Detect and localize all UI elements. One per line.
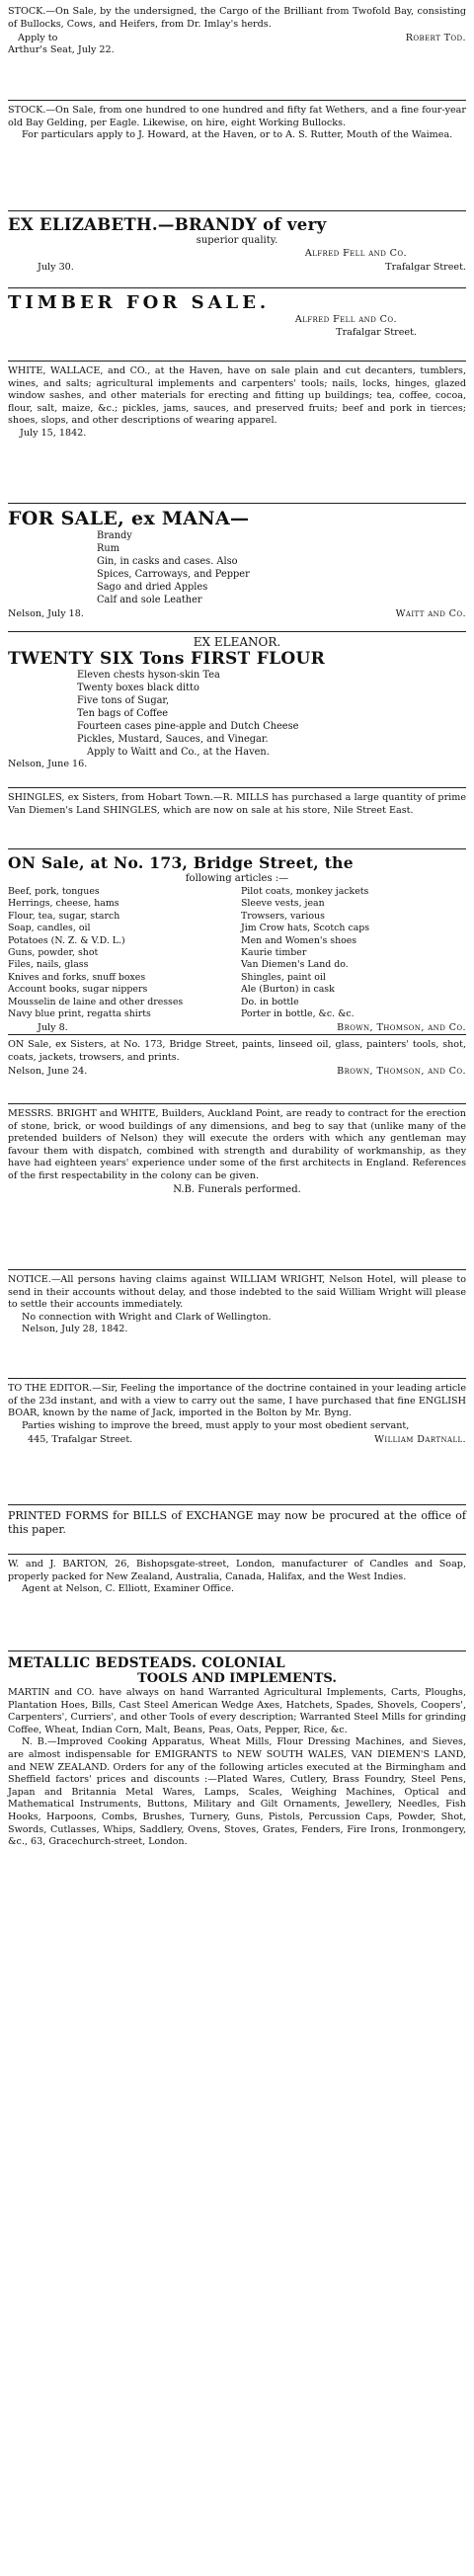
ad-text-2: N. B.—Improved Cooking Apparatus, Wheat Mills, Flour Dressing Machines, and Sieves, are almost indispensable for EMIGRANTS to NEW SOUTH WALES, VAN DIEMEN'S LAND, and NEW ZEALAND. Orders for any of the following articles executed at the Birmingham and Sheffield factors' prices and discounts :—Plated Wares, Cutlery, Brass Foundry, Steel Pens, Japan and Britannia Metal Wares, Lamps, Scales, Weighing Machines, Optical and Mathematical Instruments, Buttons, Military and Gilt Ornaments, Jewellery, Needles, Fish Hooks, Harpoons, Combs, Brushes, Turnery, Guns, Pistols, Percussion Caps, Powder, Shot, Swords, Cutlasses, Whips, Saddlery, Ovens, Stoves, Grates, Fenders, Fire Irons, Ironmongery, &c., 63, Gracechurch-street, London.: [8, 1736, 466, 1848]
ad-stock-brilliant: [8, 2, 466, 101]
ad-text-2: Parties wishing to improve the breed, must apply to your most obedient servant,: [22, 1419, 410, 1431]
ad-apply: Apply to: [18, 33, 58, 44]
ad-date: Nelson, July 18.: [8, 608, 84, 619]
ad-heading: EX ELIZABETH.—BRANDY of very: [8, 215, 327, 234]
ad-to-the-editor: [8, 1379, 466, 1505]
ad-item: Eleven chests hyson-skin Tea: [77, 670, 220, 681]
ad-date: July 15, 1842.: [20, 427, 87, 439]
ad-bright-white: [8, 1104, 466, 1270]
ad-columns: [8, 886, 466, 1020]
ad-item: Porter in bottle, &c. &c.: [241, 1008, 355, 1020]
ad-item: Apply to Waitt and Co., at the Haven.: [87, 747, 270, 758]
ad-column-left: [8, 886, 233, 1020]
ad-heading: TIMBER FOR SALE.: [8, 292, 271, 313]
ad-date: Nelson, July 28, 1842.: [22, 1324, 128, 1335]
ad-heading: FOR SALE, ex MANA—: [8, 508, 250, 529]
ad-date: Nelson, June 24.: [8, 1066, 88, 1078]
ad-date: Nelson, June 16.: [8, 759, 88, 769]
ad-notice-wright: [8, 1270, 466, 1379]
ad-item: Beef, pork, tongues: [8, 886, 100, 897]
ad-item: Ten bags of Coffee: [77, 708, 169, 719]
ad-item: Flour, tea, sugar, starch: [8, 910, 120, 922]
ad-text: W. and J. BARTON, 26, Bishopsgate-street, London, manufacturer of Candles and Soap, properly packed for New Zealand, Australia, Canada, Halifax, and the West Indies.: [8, 1559, 466, 1582]
ad-text: SHINGLES, ex Sisters, from Hobart Town.—R. MILLS has purchased a large quantity of prime Van Diemen's Land SHINGLES, which are now on sale at his store, Nile Street East.: [8, 792, 466, 816]
ad-item: Account books, sugar nippers: [8, 984, 148, 996]
ad-date-row: [8, 1021, 466, 1034]
ad-signer: Brown, Thomson, and Co.: [337, 1022, 466, 1034]
ad-bridge-street: [8, 849, 466, 1035]
ad-text: PRINTED FORMS for BILLS of EXCHANGE may now be procured at the office of this paper.: [8, 1509, 466, 1536]
ad-date-row: [8, 1065, 466, 1078]
ad-item: Mousselin de laine and other dresses: [8, 996, 184, 1007]
ad-text: ON Sale, ex Sisters, at No. 173, Bridge Street, paints, linseed oil, glass, painters' tools, shot, coats, jackets, trowsers, and prints.: [8, 1039, 466, 1063]
ad-barton: [8, 1555, 466, 1651]
ad-text: STOCK.—On Sale, from one hundred to one hundred and fifty fat Wethers, and a fine four-year old Bay Gelding, per Eagle. Likewise, on hire, eight Working Bullocks.: [8, 105, 466, 128]
ad-signer: Alfred Fell and Co.: [304, 248, 407, 259]
ad-heading: METALLIC BEDSTEADS. COLONIAL: [8, 1655, 285, 1671]
ad-item: Potatoes (N. Z. & V.D. L.): [8, 934, 125, 946]
ad-item: Pickles, Mustard, Sauces, and Vinegar.: [77, 734, 269, 745]
ad-item: Spices, Carroways, and Pepper: [97, 569, 250, 580]
ad-text: MESSRS. BRIGHT and WHITE, Builders, Auckland Point, are ready to contract for the erection of stone, brick, or wood buildings of any dimensions, and beg to say that (unlike many of the pretended builders of Nelson) they will execute the orders with which any gentleman may favour them with dispatch, combined with strength and durability of workmanship, as they have had eighteen years' experience under some of the first architects in England. References of the first respectability in the colony can be given.: [8, 1108, 466, 1181]
ad-signer: Alfred Fell and Co.: [294, 314, 397, 325]
ad-item: Navy blue print, regatta shirts: [8, 1008, 151, 1020]
ad-signer: Waitt and Co.: [395, 608, 466, 619]
ad-item: Pilot coats, monkey jackets: [241, 886, 369, 897]
ad-signer: William Dartnall.: [374, 1434, 466, 1446]
ad-item: Guns, powder, shot: [8, 947, 99, 959]
ad-text: NOTICE.—All persons having claims against WILLIAM WRIGHT, Nelson Hotel, will please to send in their accounts without delay, and those indebted to the said William Wright will please to settle their accounts immediately.: [8, 1274, 466, 1311]
ad-item-list: [8, 529, 466, 606]
ad-place: Trafalgar Street.: [336, 327, 417, 338]
ad-text: STOCK.—On Sale, by the undersigned, the Cargo of the Brilliant from Twofold Bay, consisting of Bullocks, Cows, and Heifers, from Dr. Imlay's herds.: [8, 6, 466, 30]
ad-item: Gin, in casks and cases. Also: [97, 556, 238, 567]
ad-item: Fourteen cases pine-apple and Dutch Cheese: [77, 721, 299, 732]
ad-ex-elizabeth: [8, 211, 466, 288]
ad-item: Men and Women's shoes: [241, 934, 357, 946]
ad-date: July 30.: [38, 262, 74, 273]
ad-text: TO THE EDITOR.—Sir, Feeling the importance of the doctrine contained in your leading article of the 23d instant, and with a view to carry out the same, I have purchased that fine ENGLISH BOAR, known by the name of Jack, imported in the Bolton by Mr. Byng.: [8, 1383, 466, 1419]
ad-subheading: superior quality.: [196, 235, 278, 246]
ad-note: No connection with Wright and Clark of Wellington.: [22, 1311, 272, 1323]
ad-heading: ON Sale, at No. 173, Bridge Street, the: [8, 853, 354, 872]
ad-item: Van Diemen's Land do.: [241, 959, 349, 971]
ad-item: Ale (Burton) in cask: [241, 984, 335, 996]
ad-text: MARTIN and CO. have always on hand Warranted Agricultural Implements, Carts, Ploughs, Plantation Hoes, Bills, Cast Steel American Wedge Axes, Hatchets, Spades, Shovels, Coopers', Carpenters', Curriers', and other Tools of every description; Warranted Steel Mills for grinding Coffee, Wheat, Indian Corn, Malt, Beans, Peas, Oats, Pepper, Rice, &c.: [8, 1687, 466, 1735]
ad-signer: Robert Tod.: [405, 33, 466, 44]
ad-item: Sleeve vests, jean: [241, 898, 325, 910]
ad-signer: Brown, Thomson, and Co.: [337, 1066, 466, 1078]
ad-martin-co: [8, 1651, 466, 1849]
ad-place: Trafalgar Street.: [385, 262, 466, 273]
ad-text: WHITE, WALLACE, and CO., at the Haven, have on sale plain and cut decanters, tumblers, wines, and salts; agricultural implements and carpenters' tools; nails, locks, hinges, glazed window sashes, and other materials for erecting and fitting up buildings; tea, coffee, cocoa, flour, salt, maize, &c.; pickles, jams, sauces, and preserved fruits; beef and pork in tierces; shoes, slops, and other descriptions of wearing apparel.: [8, 365, 466, 427]
newspaper-column: [8, 0, 466, 1849]
ad-column-right: [233, 886, 466, 1020]
ad-date: July 8.: [38, 1022, 68, 1034]
ad-text-2: For particulars apply to J. Howard, at the Haven, or to A. S. Rutter, Mouth of the Waimea.: [22, 129, 453, 141]
ad-item: Trowsers, various: [241, 910, 325, 922]
ad-item: Kaurie timber: [241, 947, 307, 959]
ad-printed-forms: [8, 1505, 466, 1555]
ad-heading-2: TWENTY SIX Tons FIRST FLOUR: [8, 649, 326, 669]
ad-item: Brandy: [97, 530, 132, 541]
ad-subheading: following articles :—: [185, 873, 289, 884]
ad-item-list: [8, 669, 466, 759]
ad-item: Rum: [97, 543, 119, 554]
ad-ex-eleanor: [8, 632, 466, 788]
ad-item: Shingles, paint oil: [241, 971, 326, 983]
ad-date-row: [8, 261, 466, 274]
ad-ex-mana: [8, 504, 466, 632]
ad-ex-sisters: [8, 1035, 466, 1104]
ad-date-row: [8, 607, 466, 620]
ad-stock-wethers: [8, 101, 466, 211]
ad-item: Five tons of Sugar,: [77, 695, 170, 706]
ad-item: Do. in bottle: [241, 996, 299, 1007]
ad-note: N.B. Funerals performed.: [173, 1183, 301, 1195]
ad-item: Files, nails, glass: [8, 959, 89, 971]
ad-timber: [8, 288, 466, 362]
ad-agent: Agent at Nelson, C. Elliott, Examiner Office.: [22, 1583, 235, 1595]
ad-shingles: [8, 788, 466, 849]
ad-address: 445, Trafalgar Street.: [28, 1434, 133, 1446]
ad-item: Sago and dried Apples: [97, 582, 208, 593]
ad-item: Herrings, cheese, hams: [8, 898, 119, 910]
ad-signature-row: [8, 32, 466, 44]
ad-item: Jim Crow hats, Scotch caps: [241, 923, 370, 934]
ad-white-wallace: [8, 362, 466, 504]
ad-signature-row: [8, 1433, 466, 1446]
ad-heading-2: TOOLS AND IMPLEMENTS.: [137, 1671, 337, 1686]
ad-item: Twenty boxes black ditto: [77, 683, 199, 693]
ad-footer: Arthur's Seat, July 22.: [8, 44, 115, 56]
ad-item: Soap, candles, oil: [8, 923, 91, 934]
ad-heading: EX ELEANOR.: [193, 635, 281, 649]
ad-item: Knives and forks, snuff boxes: [8, 971, 146, 983]
ad-item: Calf and sole Leather: [97, 595, 202, 605]
